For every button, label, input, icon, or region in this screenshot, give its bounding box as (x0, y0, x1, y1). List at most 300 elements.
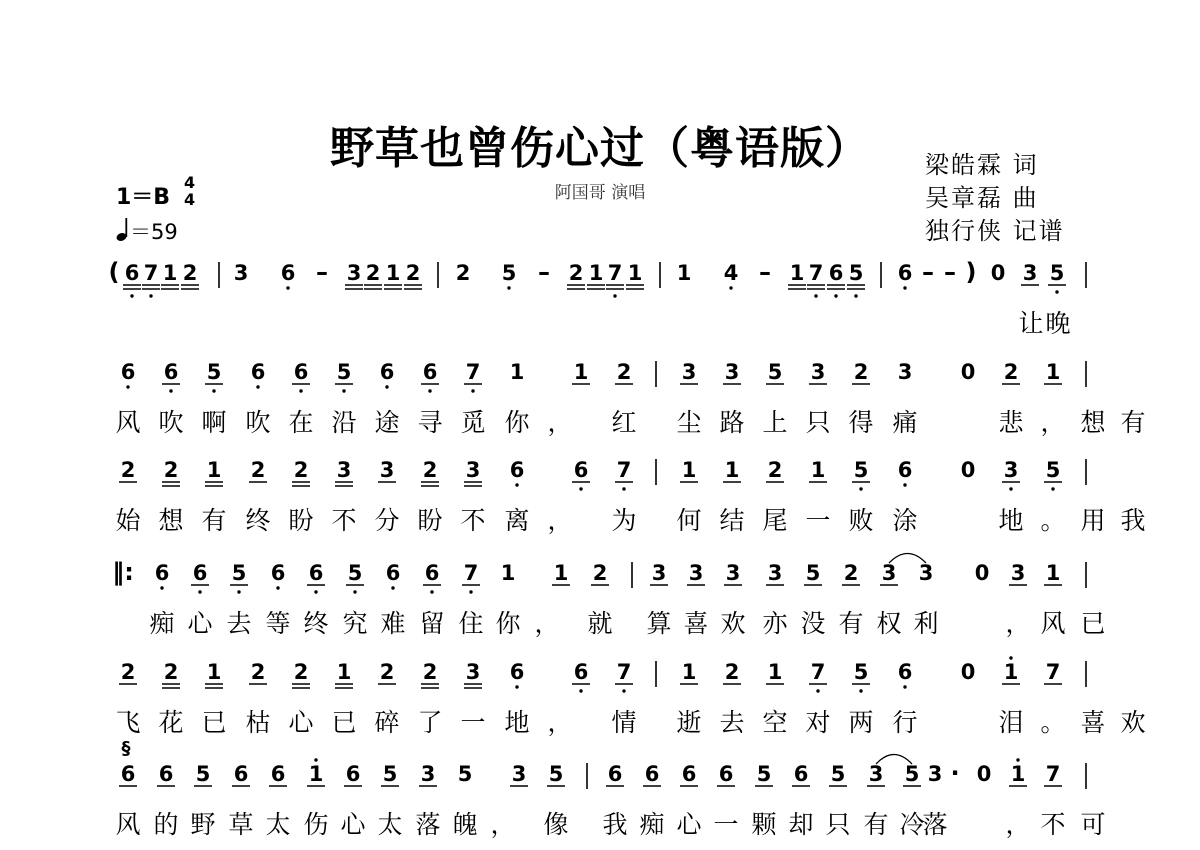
note-digit: 1 (385, 261, 401, 285)
lower-octave-dot (903, 483, 906, 486)
notation-symbol: – (759, 258, 771, 286)
lyric-char: ， (547, 506, 573, 535)
lyric-char: 心 (187, 609, 213, 638)
lyric-char: 你 (504, 408, 530, 437)
note-digit: 3 (336, 458, 352, 482)
lyric-char: 的 (153, 810, 179, 839)
lyric-char: 败 (848, 506, 874, 535)
lyric-char: 得 (848, 408, 874, 437)
note-digit: 2 (250, 458, 266, 482)
note-digit: 2 (120, 458, 136, 482)
lyric-char: 我 (602, 810, 628, 839)
lyric-char: 上 (762, 408, 788, 437)
note-digit: 3 (511, 762, 527, 786)
note-digit: 6 (509, 458, 525, 482)
lyric-char: 去 (719, 708, 745, 737)
upper-octave-dot (1009, 656, 1012, 659)
note-digit: 6 (573, 458, 589, 482)
lyric-char: 你 (495, 609, 521, 638)
note-digit: 6 (345, 762, 361, 786)
lyric-char: 一 (805, 506, 831, 535)
lower-octave-dot (299, 389, 302, 392)
note-digit: 5 (206, 360, 222, 384)
lyric-char: 对 (805, 708, 831, 737)
lyric-char: 痛 (892, 408, 918, 437)
lyric-char: 结 (719, 506, 745, 535)
note-digit: 6 (897, 458, 913, 482)
note-digit: 1 (500, 561, 516, 585)
lower-octave-dot (160, 586, 163, 589)
note-digit: 6 (793, 762, 809, 786)
note-digit: 3 (1022, 261, 1038, 285)
note-digit: 0 (960, 660, 976, 684)
lower-octave-dot (212, 389, 215, 392)
lyric-char: 红 (611, 408, 637, 437)
note-digit: 6 (250, 360, 266, 384)
note-digit: 5 (853, 660, 869, 684)
lyric-char: 空 (762, 708, 788, 737)
lyric-char: 只 (825, 810, 851, 839)
lyric-char: 沿 (331, 408, 357, 437)
lyric-char: ， (1005, 810, 1031, 839)
notation-symbol: – (944, 258, 956, 286)
notation-symbol: ( (108, 258, 120, 286)
lyric-char: 心 (288, 708, 314, 737)
note-digit: 5 (548, 762, 564, 786)
note-digit: 2 (1003, 360, 1019, 384)
lower-octave-dot (859, 689, 862, 692)
lyric-char: 太 (265, 810, 291, 839)
note-digit: 1 (810, 458, 826, 482)
notation-symbol: – (316, 258, 328, 286)
note-digit: 6 (379, 360, 395, 384)
lyric-char: 颗 (751, 810, 777, 839)
lyric-char: 野 (190, 810, 216, 839)
lyric-char: 可 (1080, 810, 1106, 839)
transcriber-credit: 独行侠 记谱 (925, 217, 1065, 245)
lyric-char: 一 (713, 810, 739, 839)
lower-octave-dot (286, 286, 289, 289)
note-digit: 7 (1045, 660, 1061, 684)
lower-octave-dot (729, 286, 732, 289)
lyric-char: 觅 (460, 408, 486, 437)
note-digit: 6 (509, 660, 525, 684)
lower-octave-dot (622, 487, 625, 490)
note-digit: 3 (868, 762, 884, 786)
note-digit: 6 (607, 762, 623, 786)
note-digit: 6 (424, 561, 440, 585)
note-digit: 1 (206, 458, 222, 482)
note-digit: 1 (162, 261, 178, 285)
note-digit: 0 (976, 762, 992, 786)
lower-octave-dot (1009, 487, 1012, 490)
note-digit: 7 (143, 261, 159, 285)
lyric-char: 已 (1080, 609, 1106, 638)
lyric-char: 有 (838, 609, 864, 638)
note-digit: 2 (568, 261, 584, 285)
note-digit: 1 (676, 261, 692, 285)
note-digit: 3 (767, 561, 783, 585)
note-digit: 6 (897, 261, 913, 285)
note-digit: 2 (853, 360, 869, 384)
lyric-char: ， (1040, 408, 1066, 437)
note-digit: 7 (607, 261, 623, 285)
lyric-char: 盼 (417, 506, 443, 535)
lyric-char: ， (547, 408, 573, 437)
lower-octave-dot (579, 487, 582, 490)
lyric-char: 住 (458, 609, 484, 638)
lyric-char: 喜 (683, 609, 709, 638)
lyric-char: 心 (340, 810, 366, 839)
note-digit: 5 (195, 762, 211, 786)
upper-octave-dot (314, 758, 317, 761)
lyric-char: 不 (1040, 810, 1066, 839)
note-digit: 1 (553, 561, 569, 585)
lyric-char: 在 (288, 408, 314, 437)
lower-octave-dot (256, 385, 259, 388)
lyric-char: 啊 (201, 408, 227, 437)
lower-octave-dot (130, 294, 133, 297)
note-digit: 6 (573, 660, 589, 684)
note-digit: 7 (616, 660, 632, 684)
lyric-char: 晚 (1045, 309, 1071, 338)
lyric-char: 两 (848, 708, 874, 737)
note-digit: 6 (158, 762, 174, 786)
note-digit: 5 (1049, 261, 1065, 285)
note-digit: 2 (163, 458, 179, 482)
lyric-char: 草 (228, 810, 254, 839)
note-digit: 5 (904, 762, 920, 786)
lyric-char: 太 (377, 810, 403, 839)
note-digit: 6 (120, 762, 136, 786)
upper-octave-dot (1016, 758, 1019, 761)
lower-octave-dot (169, 389, 172, 392)
note-digit: 3 (681, 360, 697, 384)
lyric-char: 落 (922, 810, 948, 839)
note-digit: 6 (385, 561, 401, 585)
note-digit: 1 (588, 261, 604, 285)
lyricist-credit: 梁皓霖 词 (925, 151, 1039, 179)
note-digit: 3 (918, 561, 934, 585)
lower-octave-dot (471, 389, 474, 392)
lyric-char: 逝 (676, 708, 702, 737)
tempo-value: ＝59 (130, 220, 178, 244)
lyric-char: 吹 (245, 408, 271, 437)
lyric-char: 落 (415, 810, 441, 839)
lower-octave-dot (428, 389, 431, 392)
note-digit: 3 (927, 762, 943, 786)
lyric-char: 利 (913, 609, 939, 638)
lyric-char: 心 (676, 810, 702, 839)
lyric-char: 吹 (158, 408, 184, 437)
lyric-char: 等 (265, 609, 291, 638)
note-digit: 2 (120, 660, 136, 684)
note-digit: 0 (990, 261, 1006, 285)
lower-octave-dot (1055, 290, 1058, 293)
note-digit: 2 (724, 660, 740, 684)
note-digit: 6 (308, 561, 324, 585)
note-digit: 5 (347, 561, 363, 585)
composer-credit: 吴章磊 曲 (925, 184, 1039, 212)
lyric-char: 悲 (998, 408, 1024, 437)
note-digit: 2 (616, 360, 632, 384)
lower-octave-dot (903, 286, 906, 289)
lyric-char: 欢 (720, 609, 746, 638)
note-digit: 7 (810, 660, 826, 684)
singer-credit: 阿国哥 演唱 (554, 183, 646, 203)
note-digit: 7 (465, 360, 481, 384)
note-digit: 0 (960, 360, 976, 384)
lyric-char: 地 (998, 506, 1024, 535)
lower-octave-dot (613, 294, 616, 297)
lyric-char: 飞 (115, 708, 141, 737)
note-digit: 3 (725, 561, 741, 585)
lyric-char: 花 (158, 708, 184, 737)
lyric-char: 留 (419, 609, 445, 638)
lower-octave-dot (622, 689, 625, 692)
lower-octave-dot (854, 294, 857, 297)
note-digit: 5 (501, 261, 517, 285)
note-digit: 5 (1045, 458, 1061, 482)
lyric-char: 分 (374, 506, 400, 535)
lower-octave-dot (126, 385, 129, 388)
lyric-char: 究 (342, 609, 368, 638)
note-digit: 1 (627, 261, 643, 285)
lyric-char: ， (534, 609, 560, 638)
note-digit: 2 (365, 261, 381, 285)
note-digit: 7 (808, 261, 824, 285)
lower-octave-dot (469, 590, 472, 593)
note-digit: 2 (422, 660, 438, 684)
lyric-char: 。 (1040, 708, 1066, 737)
lyric-char: ， (490, 810, 516, 839)
notation-symbol: · (950, 759, 960, 787)
note-digit: 1 (724, 458, 740, 482)
note-digit: 6 (124, 261, 140, 285)
note-digit: 2 (182, 261, 198, 285)
note-digit: 3 (1010, 561, 1026, 585)
note-digit: 2 (422, 458, 438, 482)
note-digit: 6 (192, 561, 208, 585)
note-digit: 0 (974, 561, 990, 585)
lyric-char: 我 (1120, 506, 1146, 535)
note-digit: 3 (688, 561, 704, 585)
lower-octave-dot (276, 586, 279, 589)
lyric-char: 已 (331, 708, 357, 737)
lyric-char: 痴 (149, 609, 175, 638)
note-digit: 3 (420, 762, 436, 786)
note-digit: 5 (848, 261, 864, 285)
note-digit: 1 (509, 360, 525, 384)
lower-octave-dot (342, 389, 345, 392)
note-digit: 6 (280, 261, 296, 285)
lyric-char: 想 (1080, 408, 1106, 437)
note-digit: 2 (379, 660, 395, 684)
note-digit: 1 (1045, 561, 1061, 585)
note-digit: 5 (853, 458, 869, 482)
lyric-char: 一 (460, 708, 486, 737)
song-title: 野草也曾伤心过（粤语版） (330, 123, 870, 174)
note-digit: 7 (616, 458, 632, 482)
note-digit: 5 (382, 762, 398, 786)
lower-octave-dot (391, 586, 394, 589)
lyric-char: 离 (504, 506, 530, 535)
note-digit: 1 (1003, 660, 1019, 684)
lower-octave-dot (579, 689, 582, 692)
lyric-char: 情 (611, 708, 637, 737)
lyric-char: 风 (115, 408, 141, 437)
lyric-char: 风 (1040, 609, 1066, 638)
time-signature-top: 4 (184, 173, 196, 192)
lyric-char: 。 (1040, 506, 1066, 535)
lyric-char: 终 (245, 506, 271, 535)
lower-octave-dot (385, 385, 388, 388)
lyric-char: 地 (504, 708, 530, 737)
note-digit: 5 (231, 561, 247, 585)
lower-octave-dot (314, 590, 317, 593)
lyric-char: 像 (543, 810, 569, 839)
note-digit: 6 (270, 762, 286, 786)
lyric-char: 尘 (676, 408, 702, 437)
note-digit: 3 (465, 660, 481, 684)
lyric-char: 用 (1080, 506, 1106, 535)
lyric-char: 痴 (639, 810, 665, 839)
lyric-char: 不 (331, 506, 357, 535)
lyric-char: 了 (417, 708, 443, 737)
lower-octave-dot (353, 590, 356, 593)
lyric-char: 有 (201, 506, 227, 535)
lyric-char: 碎 (374, 708, 400, 737)
note-digit: 6 (163, 360, 179, 384)
lyric-char: 难 (380, 609, 406, 638)
lyric-char: 行 (892, 708, 918, 737)
lyric-char: ， (547, 708, 573, 737)
lyric-char: 想 (158, 506, 184, 535)
note-digit: 3 (881, 561, 897, 585)
lyric-char: 风 (115, 810, 141, 839)
lyric-char: 欢 (1120, 708, 1146, 737)
lyric-char: 魄 (452, 810, 478, 839)
lyric-char: 就 (587, 609, 613, 638)
lower-octave-dot (859, 487, 862, 490)
notation-symbol: – (922, 258, 934, 286)
note-digit: 2 (767, 458, 783, 482)
lyric-char: 却 (788, 810, 814, 839)
note-digit: 5 (767, 360, 783, 384)
lyric-char: 没 (800, 609, 826, 638)
lyric-char: 权 (876, 609, 902, 638)
notation-symbol: – (538, 258, 550, 286)
note-digit: 2 (250, 660, 266, 684)
note-digit: 5 (336, 360, 352, 384)
note-digit: 3 (346, 261, 362, 285)
lyric-char: 冷 (899, 810, 925, 839)
note-digit: 2 (455, 261, 471, 285)
note-digit: 3 (724, 360, 740, 384)
lyric-char: 泪 (998, 708, 1024, 737)
lyric-char: 始 (115, 506, 141, 535)
notation-symbol: ‖: (112, 558, 134, 586)
lyric-char: ， (1005, 609, 1031, 638)
note-digit: 6 (828, 261, 844, 285)
key-signature: 1＝B (116, 185, 171, 210)
lyric-char: 盼 (288, 506, 314, 535)
lyric-char: 尾 (762, 506, 788, 535)
note-digit: 6 (422, 360, 438, 384)
note-digit: 1 (767, 660, 783, 684)
note-digit: 3 (379, 458, 395, 482)
note-digit: 1 (206, 660, 222, 684)
note-digit: 2 (293, 660, 309, 684)
note-digit: 1 (1045, 360, 1061, 384)
lower-octave-dot (515, 685, 518, 688)
lyric-char: 途 (374, 408, 400, 437)
note-digit: 3 (233, 261, 249, 285)
lyric-char: 路 (719, 408, 745, 437)
lower-octave-dot (507, 286, 510, 289)
note-digit: 3 (465, 458, 481, 482)
time-signature-bottom: 4 (184, 190, 196, 209)
lower-octave-dot (515, 483, 518, 486)
note-digit: 3 (897, 360, 913, 384)
lyric-char: 去 (226, 609, 252, 638)
note-digit: 1 (681, 458, 697, 482)
lyric-char: 为 (611, 506, 637, 535)
note-digit: 6 (897, 660, 913, 684)
note-digit: 5 (457, 762, 473, 786)
note-digit: 7 (1045, 762, 1061, 786)
lyric-char: 枯 (245, 708, 271, 737)
note-digit: 1 (308, 762, 324, 786)
note-digit: 3 (651, 561, 667, 585)
lyric-char: 伤 (303, 810, 329, 839)
note-digit: 0 (960, 458, 976, 482)
note-digit: 6 (233, 762, 249, 786)
note-digit: 1 (789, 261, 805, 285)
note-digit: 2 (163, 660, 179, 684)
note-digit: 6 (120, 360, 136, 384)
lyric-char: 已 (201, 708, 227, 737)
lower-octave-dot (834, 294, 837, 297)
note-digit: 4 (723, 261, 739, 285)
note-digit: 6 (293, 360, 309, 384)
lyric-char: 算 (646, 609, 672, 638)
lower-octave-dot (814, 294, 817, 297)
lyric-char: 寻 (417, 408, 443, 437)
notation-symbol: ) (965, 258, 977, 286)
lyric-char: 喜 (1080, 708, 1106, 737)
lower-octave-dot (149, 294, 152, 297)
note-digit: 6 (718, 762, 734, 786)
lower-octave-dot (237, 590, 240, 593)
note-digit: 1 (1010, 762, 1026, 786)
note-digit: 1 (573, 360, 589, 384)
lyric-char: 让 (1018, 309, 1044, 338)
note-digit: 6 (154, 561, 170, 585)
note-digit: 3 (810, 360, 826, 384)
note-digit: 1 (681, 660, 697, 684)
lyric-char: 不 (460, 506, 486, 535)
lower-octave-dot (903, 685, 906, 688)
note-digit: 5 (756, 762, 772, 786)
lyric-char: 有 (863, 810, 889, 839)
note-digit: 3 (1003, 458, 1019, 482)
segno-sign: § (121, 738, 131, 759)
note-digit: 5 (830, 762, 846, 786)
note-digit: 6 (644, 762, 660, 786)
note-digit: 2 (293, 458, 309, 482)
lyric-char: 涂 (892, 506, 918, 535)
